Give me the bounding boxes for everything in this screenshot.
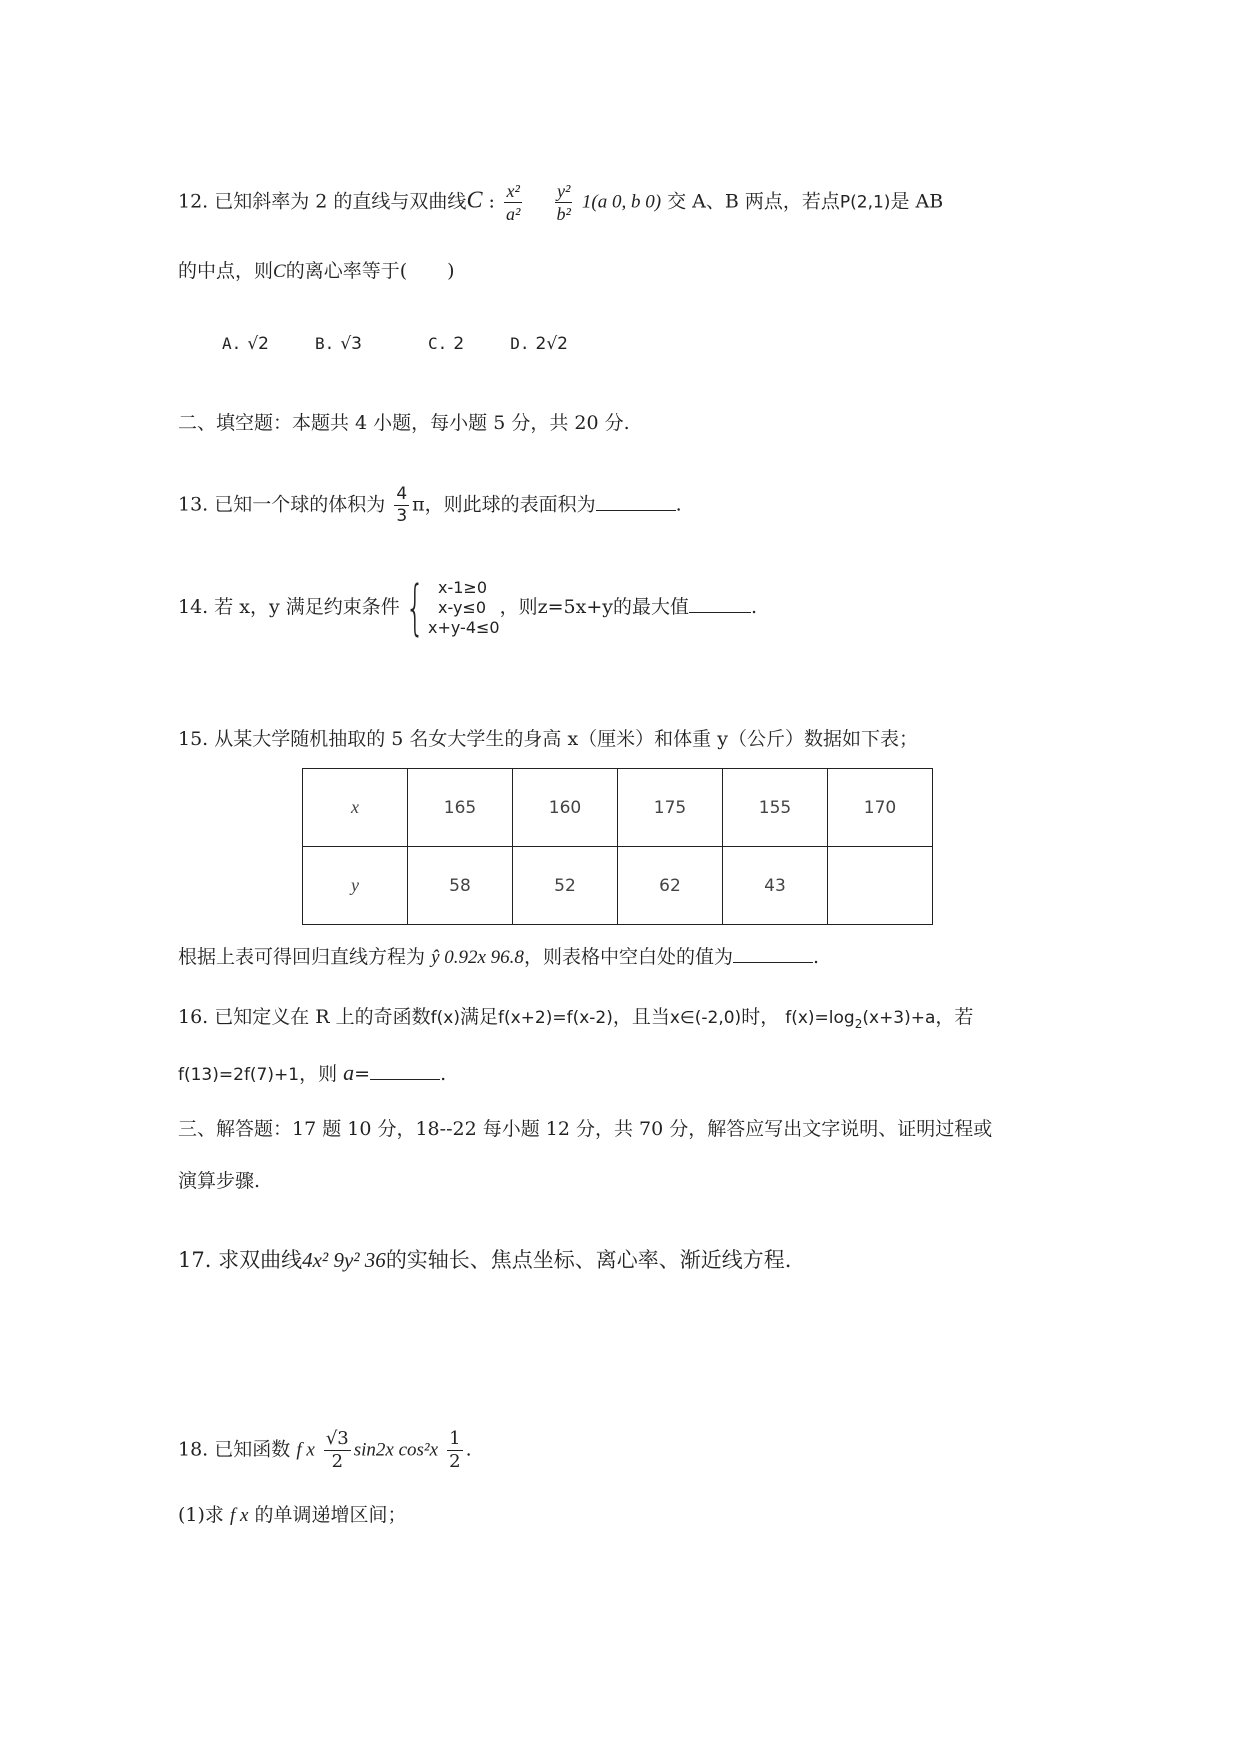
q12-curve: C [466, 187, 483, 214]
q12-options [222, 334, 568, 353]
q13-prefix: 13. 已知一个球的体积为 [178, 493, 386, 516]
table-row [303, 847, 933, 925]
q16-var: a [343, 1060, 355, 1085]
brace-icon: { [405, 573, 425, 643]
q13-frac: $\frac{4}{3}$ [396, 484, 408, 526]
q12-text-b: 交 A、B 两点，若点 [667, 190, 840, 213]
q15-equation: ŷ 0.92x 96.8 [431, 947, 524, 968]
q16-line2: f(13)=2f(7)+1，则 a= . [178, 1060, 447, 1085]
q15-after-suffix: ，则表格中空白处的值为 [523, 946, 733, 968]
q16-interval: x∈(-2,0) [669, 1008, 742, 1028]
q17-prefix: 17. 求双曲线 [178, 1248, 303, 1272]
q16-fx: f(x) [430, 1008, 460, 1028]
table-cell: 170 [828, 769, 933, 847]
q16-answer-blank [370, 1078, 440, 1080]
q12-line1: 12. 已知斜率为 2 的直线与双曲线C : $\frac{\text{x²}}{\text{a²}}$ $\frac{\text{y²}}{\text{b²}}$ 1(a 0, b 0) 交 A、B 两点，若点P(2,1)是 AB [178, 181, 944, 224]
q15-question: 15. 从某大学随机抽取的 5 名女大学生的身高 x（厘米）和体重 y（公斤）数据如下表； [178, 728, 918, 750]
q12-line2-c: C [273, 261, 286, 282]
q18-frac-half: $\frac{1}{2}$ [449, 1428, 461, 1472]
q14-answer-blank [689, 611, 751, 613]
q12-eq-rest: 1(a 0, b 0) [581, 191, 662, 213]
q18: 18. 已知函数 f x $\frac{√3}{2}$ sin2x cos²x $\frac{1}{2}$ . [178, 1428, 472, 1472]
option-b-label: B. [315, 334, 335, 353]
q12-line2 [178, 262, 455, 281]
q18-eq-mid: sin2x cos²x [353, 1439, 439, 1461]
q12-text-a: 12. 已知斜率为 2 的直线与双曲线 [178, 190, 467, 213]
q17-equation: 4x² 9y² 36 [302, 1248, 386, 1272]
data-table [302, 768, 933, 925]
q12-line2-text: 的中点，则 [178, 260, 274, 282]
q18-sub1-fx: f x [229, 1505, 249, 1526]
q14-constraints [428, 578, 500, 638]
table-cell: 165 [408, 769, 513, 847]
table-cell: 62 [618, 847, 723, 925]
q14-suffix: ，则z=5x+y的最大值 [499, 596, 689, 618]
option-b-value: √3 [340, 334, 362, 354]
table-cell: 43 [723, 847, 828, 925]
option-c-value: 2 [453, 334, 465, 354]
q16-line1: 16. 已知定义在 R 上的奇函数f(x)满足f(x+2)=f(x-2)，且当x∈(-2,0)时， $f(x)=\log_2(x+3)+a$，若 [178, 1006, 974, 1031]
option-d-value: 2√2 [535, 334, 568, 354]
q13-suffix: ，则此球的表面积为 [424, 493, 596, 516]
q18-fx: f x [296, 1439, 315, 1461]
table-row [303, 769, 933, 847]
q16-given: f(13)=2f(7)+1 [178, 1065, 300, 1085]
q18-sub1-suffix: 的单调递增区间； [254, 1504, 407, 1526]
q15-regression: 根据上表可得回归直线方程为 ŷ 0.92x 96.8，则表格中空白处的值为 . [178, 946, 819, 968]
section3-heading-line2: 演算步骤. [178, 1170, 261, 1192]
q14-constraint-2: x-y≤0 [437, 598, 486, 617]
table-cell-blank [828, 847, 933, 925]
q18-sub1 [178, 1506, 407, 1525]
q13: 13. 已知一个球的体积为 $\frac{4}{3}$ π，则此球的表面积为 . [178, 484, 682, 526]
q15-answer-blank [733, 961, 813, 963]
option-d-label: D. [510, 334, 530, 353]
q14: 14. 若 x，y 满足约束条件{ x-1≥0 x-y≤0 x+y-4≤0 ，则z=5x+y的最大值 . [178, 573, 758, 643]
q13-pi: π [412, 493, 425, 516]
table-cell: x [303, 769, 408, 847]
q14-constraint-3: x+y-4≤0 [427, 618, 500, 637]
q12-point: P(2,1) [839, 192, 891, 213]
q17 [178, 1250, 792, 1271]
section3-heading-line1: 三、解答题：17 题 10 分，18--22 每小题 12 分，共 70 分，解答应写出文字说明、证明过程或 [178, 1118, 993, 1140]
option-a-value: √2 [247, 334, 269, 354]
q12-frac1: $\frac{\text{x²}}{\text{a²}}$ [505, 181, 521, 224]
q12-text-c: 是 AB [890, 190, 944, 213]
option-a-label: A. [222, 334, 242, 353]
q12-frac2: $\frac{\text{y²}}{\text{b²}}$ [556, 181, 571, 224]
table-cell: 58 [408, 847, 513, 925]
q12-line2-text-b: 的离心率等于( [285, 260, 408, 282]
table-cell: y [303, 847, 408, 925]
q16-function-def: $f(x)=\log_2(x+3)+a$ [785, 1008, 936, 1031]
table-cell: 160 [513, 769, 618, 847]
table-cell: 175 [618, 769, 723, 847]
q12-line2-end: ) [447, 260, 455, 282]
table-cell: 155 [723, 769, 828, 847]
q14-constraint-1: x-1≥0 [437, 578, 487, 597]
q15-after-prefix: 根据上表可得回归直线方程为 [178, 946, 426, 968]
option-c-label: C. [428, 334, 448, 353]
table-cell: 52 [513, 847, 618, 925]
q16-text-a: 16. 已知定义在 R 上的奇函数 [178, 1006, 431, 1028]
q16-condition: f(x+2)=f(x-2) [497, 1008, 613, 1028]
q17-suffix: 的实轴长、焦点坐标、离心率、渐近线方程. [385, 1248, 792, 1272]
q18-frac-sqrt3: $\frac{√3}{2}$ [325, 1428, 349, 1472]
q14-prefix: 14. 若 x，y 满足约束条件 [178, 596, 400, 618]
q13-answer-blank [596, 509, 676, 511]
q18-prefix: 18. 已知函数 [178, 1438, 291, 1461]
section2-heading: 二、填空题：本题共 4 小题，每小题 5 分，共 20 分. [178, 412, 630, 434]
q18-sub1-prefix: (1)求 [178, 1504, 224, 1526]
